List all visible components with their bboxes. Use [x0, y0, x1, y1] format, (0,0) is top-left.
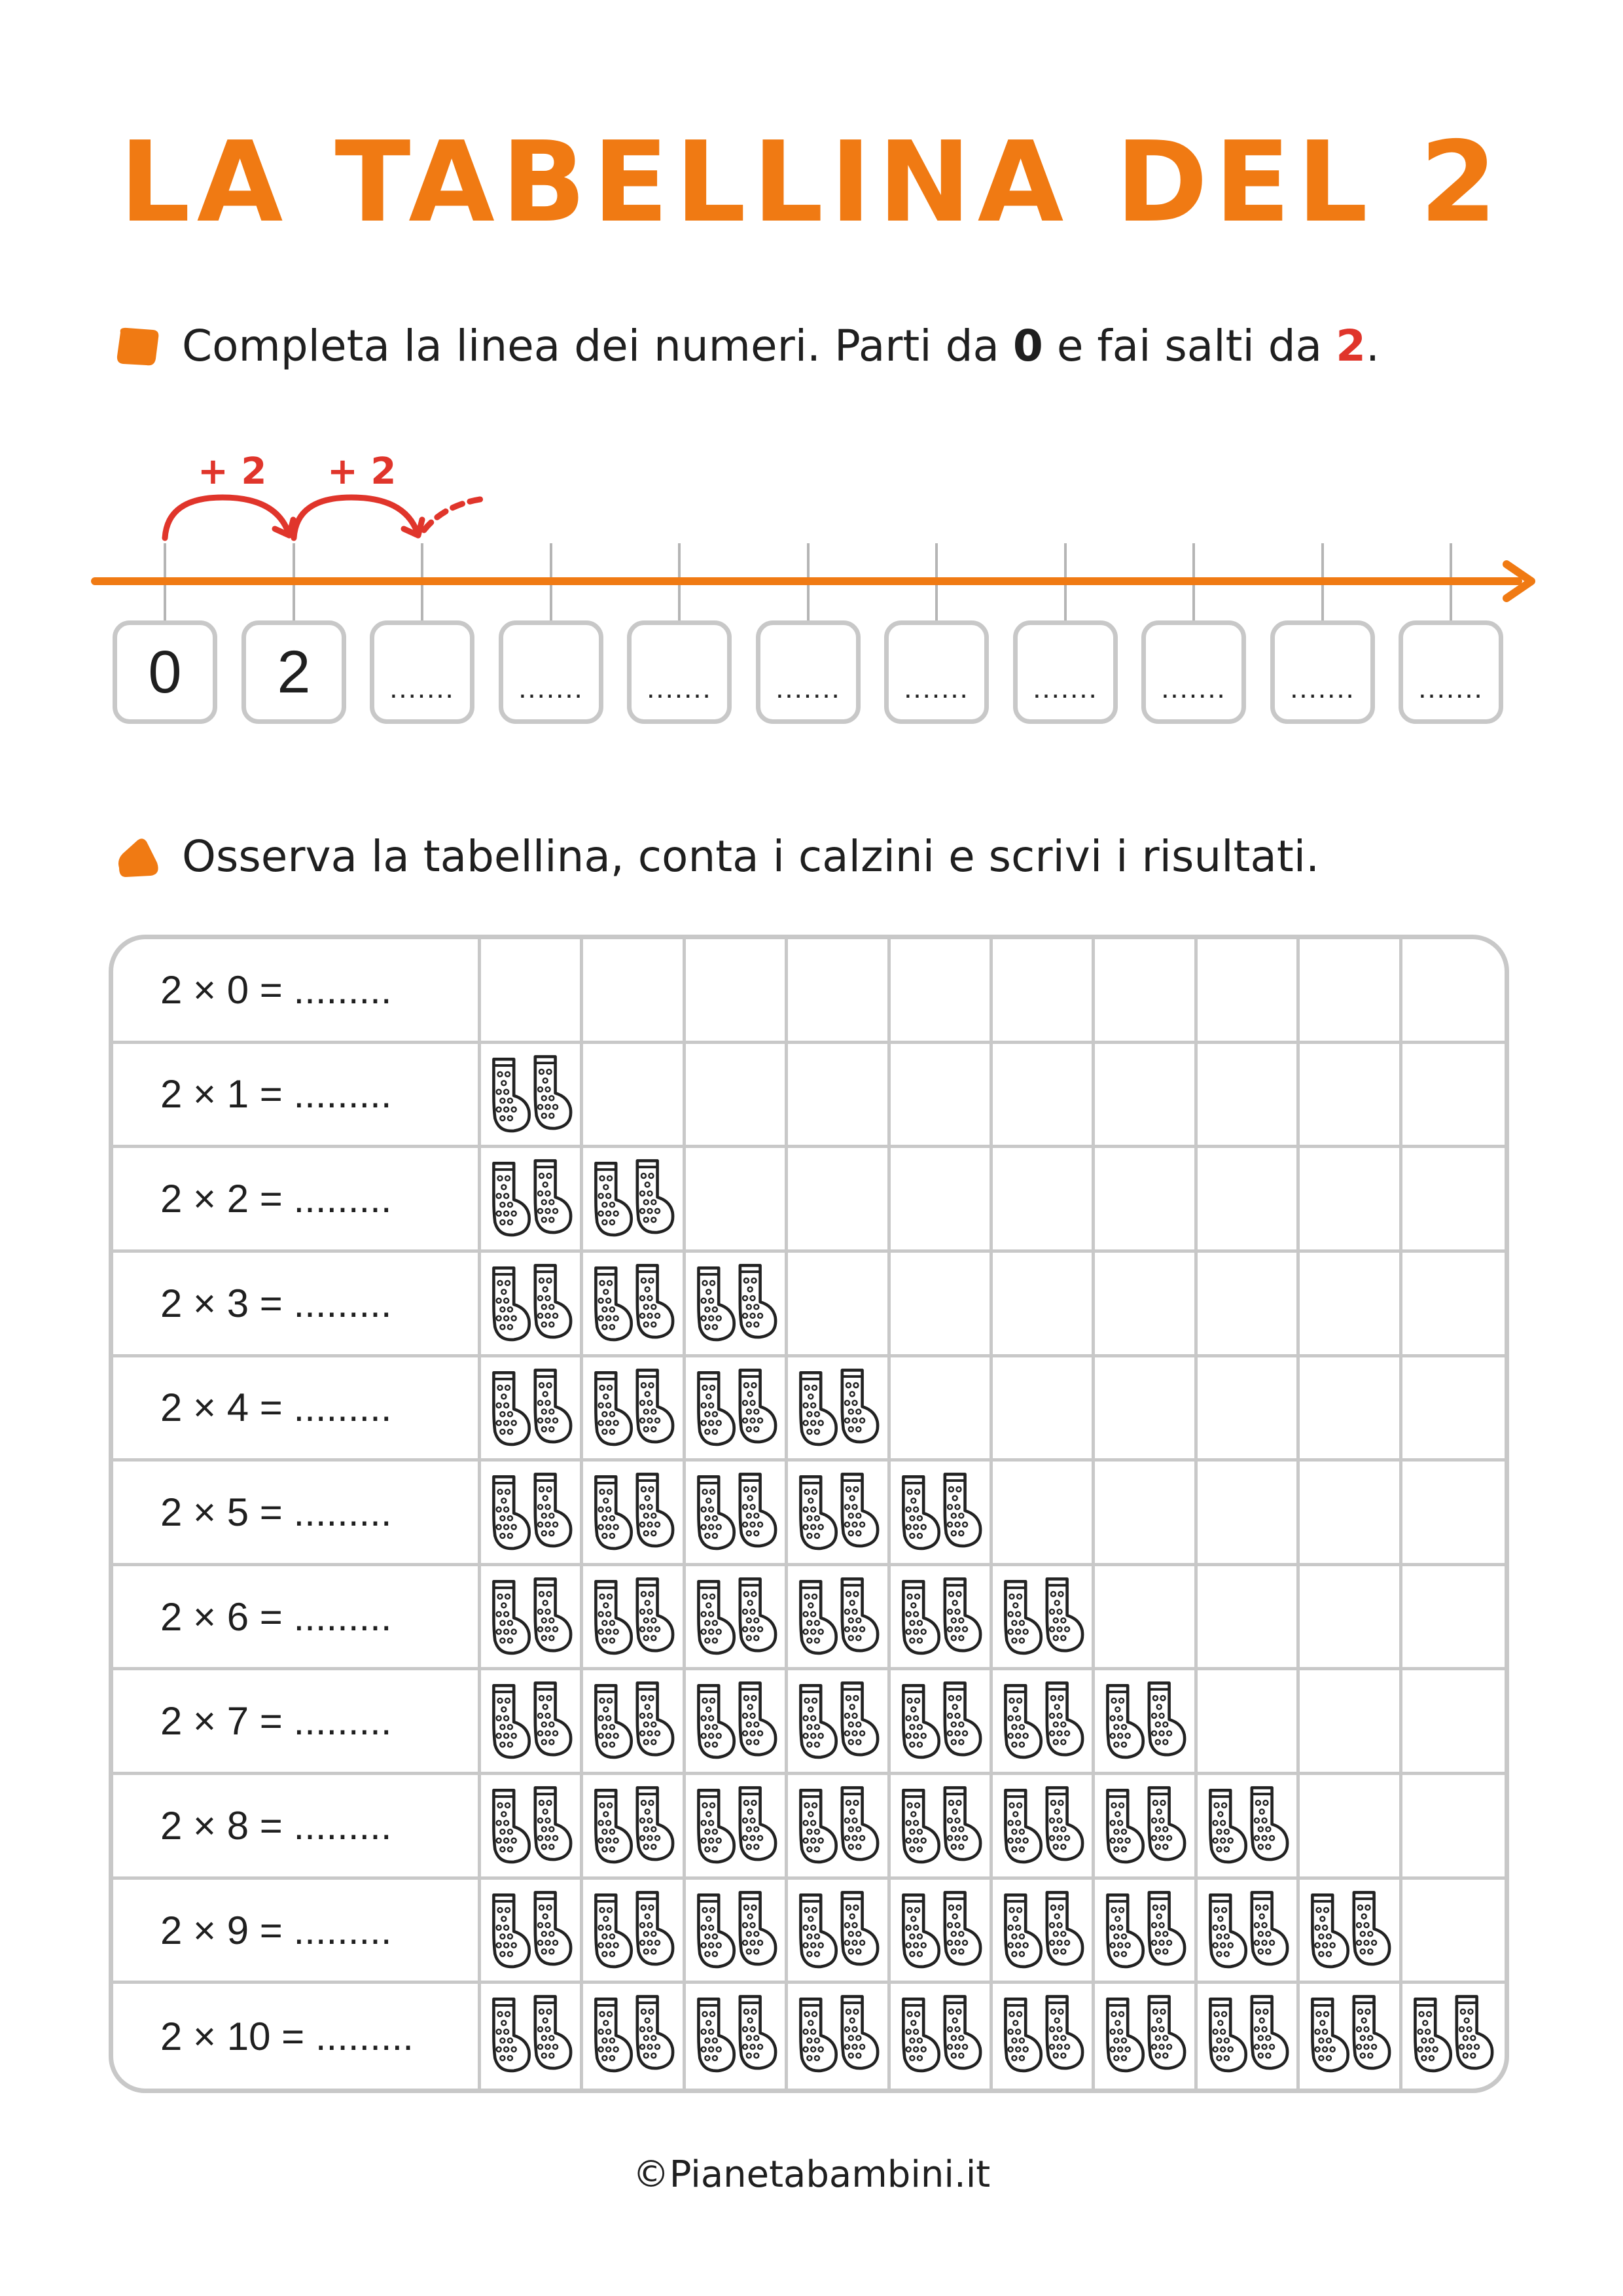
grid-cell [1300, 1775, 1402, 1880]
grid-cell [686, 1670, 788, 1775]
grid-cell [481, 1044, 583, 1149]
number-box-4[interactable]: ....... [627, 620, 732, 724]
grid-cell [891, 1670, 993, 1775]
equation-label[interactable]: 2 × 3 = ......... [113, 1253, 481, 1357]
grid-cell [481, 1880, 583, 1984]
grid-cell [993, 1462, 1095, 1566]
pair-of-socks-icon [485, 1465, 580, 1561]
grid-cell [1198, 1775, 1300, 1880]
instruction-2: Osserva la tabellina, conta i calzini e scrivi i risultati. [182, 831, 1320, 882]
pair-of-socks-icon [895, 1988, 990, 2083]
grid-cell [481, 1670, 583, 1775]
equation-label[interactable]: 2 × 0 = ......... [113, 939, 481, 1044]
grid-cell [583, 1880, 685, 1984]
grid-cell [993, 1148, 1095, 1253]
grid-cell [891, 1253, 993, 1357]
pair-of-socks-icon [895, 1674, 990, 1770]
grid-cell [1095, 939, 1197, 1044]
pair-of-socks-icon [895, 1570, 990, 1666]
pair-of-socks-icon [690, 1884, 785, 1979]
grid-cell [1095, 1357, 1197, 1462]
grid-cell [1095, 1880, 1197, 1984]
hop-label-2: + 2 [327, 450, 397, 493]
grid-cell [1095, 1984, 1197, 2089]
orange-blob-icon [115, 326, 161, 368]
pair-of-socks-icon [485, 1048, 580, 1143]
number-box-5[interactable]: ....... [756, 620, 861, 724]
number-box-6[interactable]: ....... [884, 620, 989, 724]
multiplication-grid [109, 935, 1509, 2093]
page-title: LA TABELLINA DEL 2 [119, 118, 1504, 247]
grid-cell [583, 1984, 685, 2089]
grid-cell [481, 1775, 583, 1880]
footer-copyright: ©Pianetabambini.it [632, 2153, 991, 2196]
grid-cell [1095, 1775, 1197, 1880]
grid-cell [891, 1566, 993, 1671]
grid-cell [1198, 1880, 1300, 1984]
grid-cell [686, 1880, 788, 1984]
pair-of-socks-icon [485, 1152, 580, 1247]
grid-cell [583, 1253, 685, 1357]
grid-cell [583, 1148, 685, 1253]
pair-of-socks-icon [1099, 1779, 1194, 1874]
pair-of-socks-icon [1099, 1884, 1194, 1979]
grid-cell [1300, 1357, 1402, 1462]
number-box-2[interactable]: ....... [370, 620, 474, 724]
equation-label[interactable]: 2 × 2 = ......... [113, 1148, 481, 1253]
pair-of-socks-icon [997, 1884, 1092, 1979]
equation-label[interactable]: 2 × 8 = ......... [113, 1775, 481, 1880]
grid-cell [583, 1775, 685, 1880]
grid-cell [1198, 1984, 1300, 2089]
grid-cell [1198, 1253, 1300, 1357]
pair-of-socks-icon [792, 1988, 887, 2083]
grid-cell [481, 939, 583, 1044]
grid-cell [481, 1462, 583, 1566]
pair-of-socks-icon [1202, 1988, 1297, 2083]
grid-cell [1095, 1670, 1197, 1775]
grid-cell [993, 1984, 1095, 2089]
grid-cell [1402, 1880, 1505, 1984]
grid-cell [1300, 1462, 1402, 1566]
pair-of-socks-icon [485, 1570, 580, 1666]
grid-cell [891, 1775, 993, 1880]
grid-cell [1402, 1148, 1505, 1253]
grid-cell [1198, 1670, 1300, 1775]
grid-cell [788, 1670, 890, 1775]
pair-of-socks-icon [485, 1361, 580, 1457]
pair-of-socks-icon [792, 1884, 887, 1979]
pair-of-socks-icon [792, 1361, 887, 1457]
grid-cell [1402, 939, 1505, 1044]
pair-of-socks-icon [485, 1988, 580, 2083]
grid-cell [1095, 1566, 1197, 1671]
pair-of-socks-icon [1099, 1674, 1194, 1770]
number-box-0: 0 [113, 620, 217, 724]
grid-cell [993, 1775, 1095, 1880]
equation-label[interactable]: 2 × 1 = ......... [113, 1044, 481, 1149]
grid-cell [1198, 1462, 1300, 1566]
pair-of-socks-icon [895, 1779, 990, 1874]
grid-cell [1402, 1984, 1505, 2089]
grid-cell [583, 1670, 685, 1775]
pair-of-socks-icon [587, 1779, 683, 1874]
grid-cell [481, 1566, 583, 1671]
instruction-1: Completa la linea dei numeri. Parti da 0 e fai salti da 2. [182, 321, 1380, 371]
grid-cell [1300, 1880, 1402, 1984]
grid-cell [788, 1984, 890, 2089]
pair-of-socks-icon [587, 1884, 683, 1979]
pair-of-socks-icon [1406, 1988, 1502, 2083]
grid-cell [891, 939, 993, 1044]
pair-of-socks-icon [485, 1674, 580, 1770]
grid-cell [788, 1880, 890, 1984]
grid-cell [788, 1148, 890, 1253]
grid-cell [891, 1148, 993, 1253]
grid-cell [788, 1775, 890, 1880]
grid-cell [1402, 1775, 1505, 1880]
hop-arrow-1 [165, 497, 288, 538]
pair-of-socks-icon [587, 1257, 683, 1352]
grid-cell [1300, 1253, 1402, 1357]
pair-of-socks-icon [997, 1674, 1092, 1770]
grid-cell [1402, 1357, 1505, 1462]
pair-of-socks-icon [1099, 1988, 1194, 2083]
pair-of-socks-icon [587, 1988, 683, 2083]
grid-cell [1402, 1253, 1505, 1357]
grid-cell [993, 1670, 1095, 1775]
number-box-7[interactable]: ....... [1013, 620, 1118, 724]
grid-cell [788, 939, 890, 1044]
pair-of-socks-icon [690, 1570, 785, 1666]
pair-of-socks-icon [587, 1465, 683, 1561]
number-box-3[interactable]: ....... [499, 620, 603, 724]
pair-of-socks-icon [997, 1779, 1092, 1874]
grid-cell [788, 1253, 890, 1357]
grid-cell [1198, 939, 1300, 1044]
grid-cell [583, 1462, 685, 1566]
grid-cell [993, 1357, 1095, 1462]
grid-cell [1402, 1670, 1505, 1775]
grid-cell [583, 1044, 685, 1149]
pair-of-socks-icon [587, 1361, 683, 1457]
grid-cell [1300, 1148, 1402, 1253]
grid-cell [1300, 1984, 1402, 2089]
pair-of-socks-icon [792, 1674, 887, 1770]
grid-cell [481, 1148, 583, 1253]
pair-of-socks-icon [690, 1779, 785, 1874]
pair-of-socks-icon [792, 1570, 887, 1666]
equation-label[interactable]: 2 × 6 = ......... [113, 1566, 481, 1671]
grid-cell [686, 1044, 788, 1149]
grid-cell [583, 1566, 685, 1671]
grid-cell [993, 939, 1095, 1044]
pair-of-socks-icon [895, 1465, 990, 1561]
grid-cell [788, 1044, 890, 1149]
grid-cell [686, 1775, 788, 1880]
pair-of-socks-icon [997, 1570, 1092, 1666]
grid-cell [686, 939, 788, 1044]
pair-of-socks-icon [690, 1361, 785, 1457]
grid-cell [686, 1462, 788, 1566]
pair-of-socks-icon [690, 1465, 785, 1561]
hop-label-1: + 2 [198, 450, 267, 493]
grid-cell [481, 1253, 583, 1357]
grid-cell [686, 1148, 788, 1253]
grid-cell [788, 1357, 890, 1462]
pair-of-socks-icon [792, 1779, 887, 1874]
pair-of-socks-icon [485, 1884, 580, 1979]
pair-of-socks-icon [690, 1257, 785, 1352]
number-box-1: 2 [241, 620, 346, 724]
number-box-10[interactable]: ....... [1399, 620, 1503, 724]
grid-cell [686, 1253, 788, 1357]
pair-of-socks-icon [1304, 1884, 1399, 1979]
hop-arrow-2 [294, 497, 417, 538]
grid-cell [1300, 939, 1402, 1044]
grid-cell [1095, 1462, 1197, 1566]
equation-label[interactable]: 2 × 5 = ......... [113, 1462, 481, 1566]
pair-of-socks-icon [1304, 1988, 1399, 2083]
grid-cell [1300, 1044, 1402, 1149]
pair-of-socks-icon [587, 1570, 683, 1666]
grid-cell [1095, 1148, 1197, 1253]
grid-cell [993, 1880, 1095, 1984]
grid-cell [686, 1566, 788, 1671]
grid-cell [993, 1044, 1095, 1149]
number-box-8[interactable]: ....... [1141, 620, 1246, 724]
grid-cell [891, 1357, 993, 1462]
grid-cell [891, 1984, 993, 2089]
pair-of-socks-icon [690, 1988, 785, 2083]
grid-cell [891, 1044, 993, 1149]
grid-cell [481, 1357, 583, 1462]
grid-cell [1402, 1566, 1505, 1671]
equation-label[interactable]: 2 × 7 = ......... [113, 1670, 481, 1775]
grid-cell [788, 1462, 890, 1566]
grid-cell [1095, 1044, 1197, 1149]
equation-label[interactable]: 2 × 4 = ......... [113, 1357, 481, 1462]
grid-cell [1198, 1566, 1300, 1671]
pair-of-socks-icon [587, 1152, 683, 1247]
pair-of-socks-icon [1202, 1884, 1297, 1979]
grid-cell [1198, 1044, 1300, 1149]
number-box-9[interactable]: ....... [1270, 620, 1375, 724]
equation-label[interactable]: 2 × 10 = ......... [113, 1984, 481, 2089]
grid-cell [1095, 1253, 1197, 1357]
pair-of-socks-icon [690, 1674, 785, 1770]
grid-cell [686, 1357, 788, 1462]
grid-cell [891, 1880, 993, 1984]
pair-of-socks-icon [587, 1674, 683, 1770]
pair-of-socks-icon [895, 1884, 990, 1979]
grid-cell [481, 1984, 583, 2089]
grid-cell [1402, 1044, 1505, 1149]
grid-cell [993, 1566, 1095, 1671]
grid-cell [891, 1462, 993, 1566]
grid-cell [583, 939, 685, 1044]
pair-of-socks-icon [792, 1465, 887, 1561]
pair-of-socks-icon [1202, 1779, 1297, 1874]
grid-cell [1402, 1462, 1505, 1566]
grid-cell [1198, 1148, 1300, 1253]
pair-of-socks-icon [485, 1779, 580, 1874]
hop-arrow-3-dashed [424, 499, 484, 530]
grid-cell [1300, 1670, 1402, 1775]
grid-cell [686, 1984, 788, 2089]
equation-label[interactable]: 2 × 9 = ......... [113, 1880, 481, 1984]
grid-cell [1300, 1566, 1402, 1671]
grid-cell [993, 1253, 1095, 1357]
orange-blob-icon [115, 836, 161, 878]
pair-of-socks-icon [997, 1988, 1092, 2083]
grid-cell [583, 1357, 685, 1462]
grid-cell [1198, 1357, 1300, 1462]
pair-of-socks-icon [485, 1257, 580, 1352]
grid-cell [788, 1566, 890, 1671]
